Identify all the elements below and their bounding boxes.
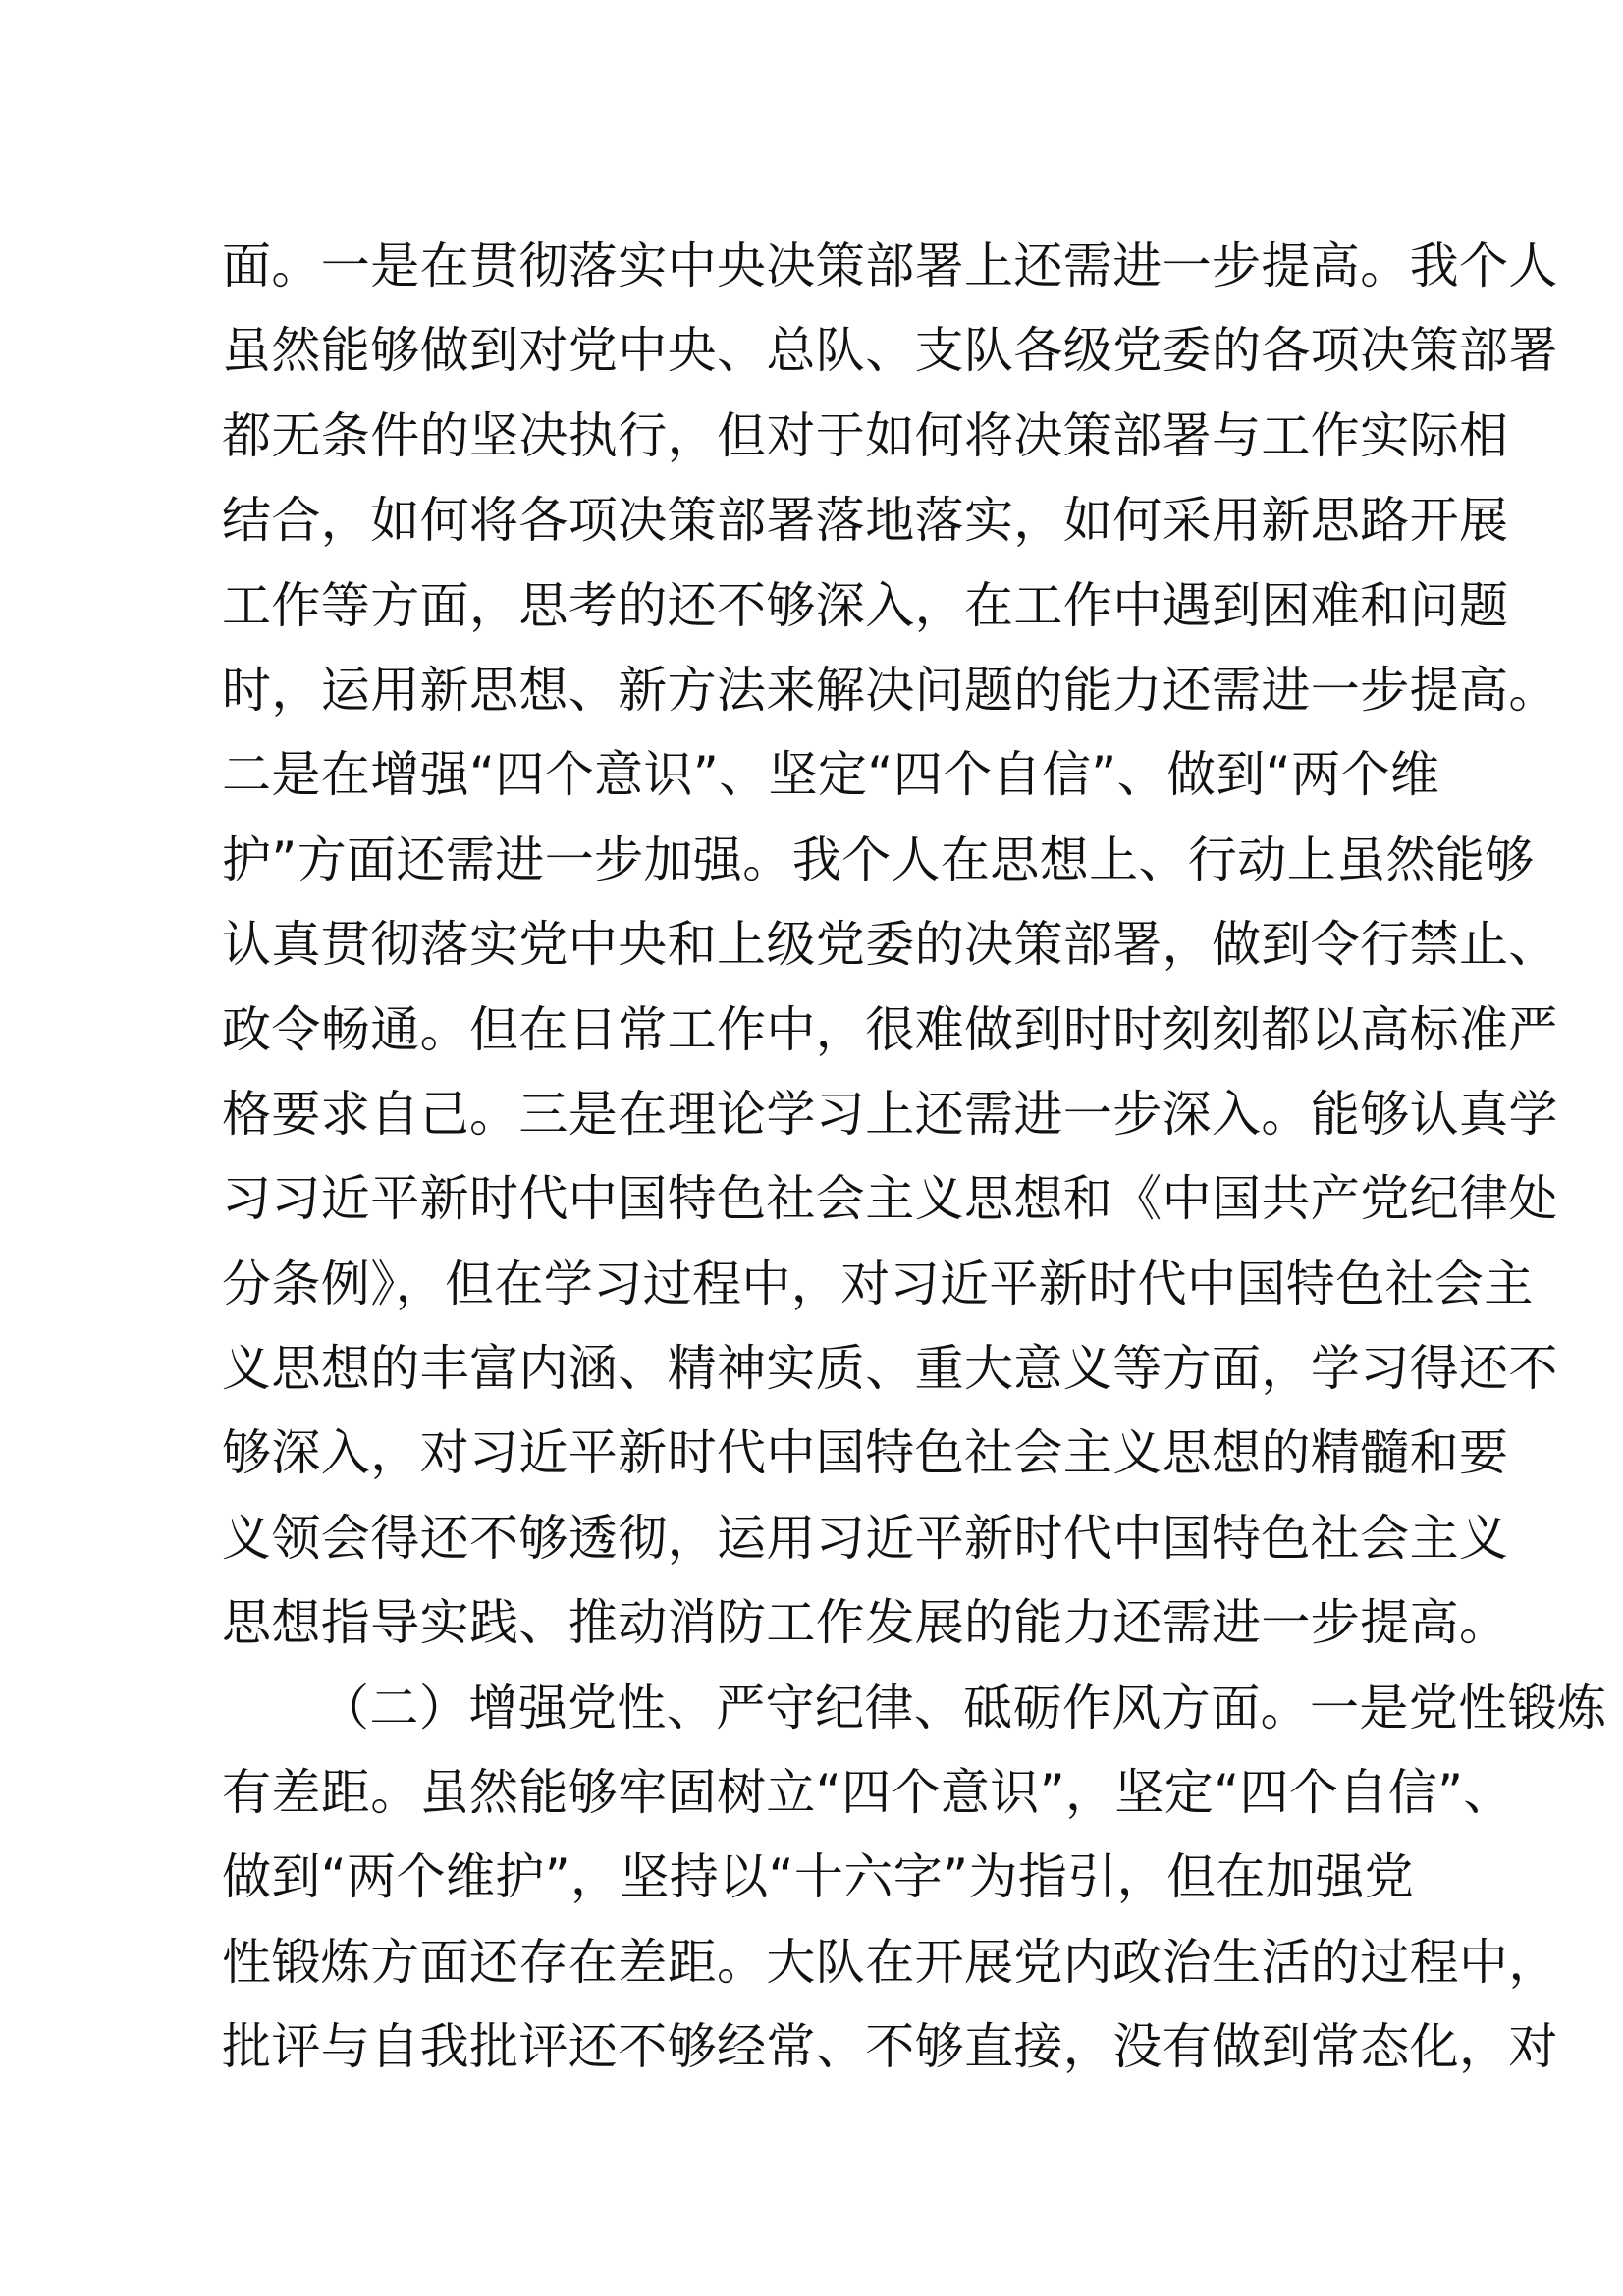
text-line: 政令畅通。但在日常工作中，很难做到时时刻刻都以高标准严: [222, 1000, 1558, 1058]
section-heading-line: （二）增强党性、严守纪律、砥砺作风方面。一是党性锻炼: [320, 1679, 1607, 1736]
text-line: 时，运用新思想、新方法来解决问题的能力还需进一步提高。: [222, 661, 1558, 719]
text-line: 批评与自我批评还不够经常、不够直接，没有做到常态化，对: [222, 2018, 1558, 2076]
text-line: 面。一是在贯彻落实中央决策部署上还需进一步提高。我个人: [222, 238, 1558, 294]
text-line: 都无条件的坚决执行，但对于如何将决策部署与工作实际相: [222, 406, 1509, 464]
text-line: 格要求自己。三是在理论学习上还需进一步深入。能够认真学: [222, 1085, 1558, 1143]
text-line: 思想指导实践、推动消防工作发展的能力还需进一步提高。: [222, 1594, 1509, 1652]
text-line: 性锻炼方面还存在差距。大队在开展党内政治生活的过程中，: [222, 1933, 1558, 1991]
text-line: 工作等方面，思考的还不够深入，在工作中遇到困难和问题: [222, 576, 1509, 634]
text-line: 二是在增强“四个意识”、坚定“四个自信”、做到“两个维: [222, 746, 1440, 804]
text-line: 护”方面还需进一步加强。我个人在思想上、行动上虽然能够: [222, 830, 1535, 888]
text-line: 分条例》，但在学习过程中，对习近平新时代中国特色社会主: [222, 1255, 1534, 1312]
text-line: 做到“两个维护”，坚持以“十六字”为指引，但在加强党: [222, 1848, 1415, 1906]
text-line: 虽然能够做到对党中央、总队、支队各级党委的各项决策部署: [222, 322, 1558, 380]
text-line: 有差距。虽然能够牢固树立“四个意识”，坚定“四个自信”、: [222, 1764, 1513, 1822]
text-line: 够深入，对习近平新时代中国特色社会主义思想的精髓和要: [222, 1424, 1509, 1482]
text-line: 认真贯彻落实党中央和上级党委的决策部署，做到令行禁止、: [222, 916, 1558, 974]
text-line: 义领会得还不够透彻，运用习近平新时代中国特色社会主义: [222, 1509, 1509, 1567]
text-line: 结合，如何将各项决策部署落地落实，如何采用新思路开展: [222, 492, 1509, 550]
text-line: 义思想的丰富内涵、精神实质、重大意义等方面，学习得还不: [222, 1340, 1558, 1398]
body-text: [222, 224, 1607, 2090]
text-line: 习习近平新时代中国特色社会主义思想和《中国共产党纪律处: [222, 1170, 1558, 1228]
